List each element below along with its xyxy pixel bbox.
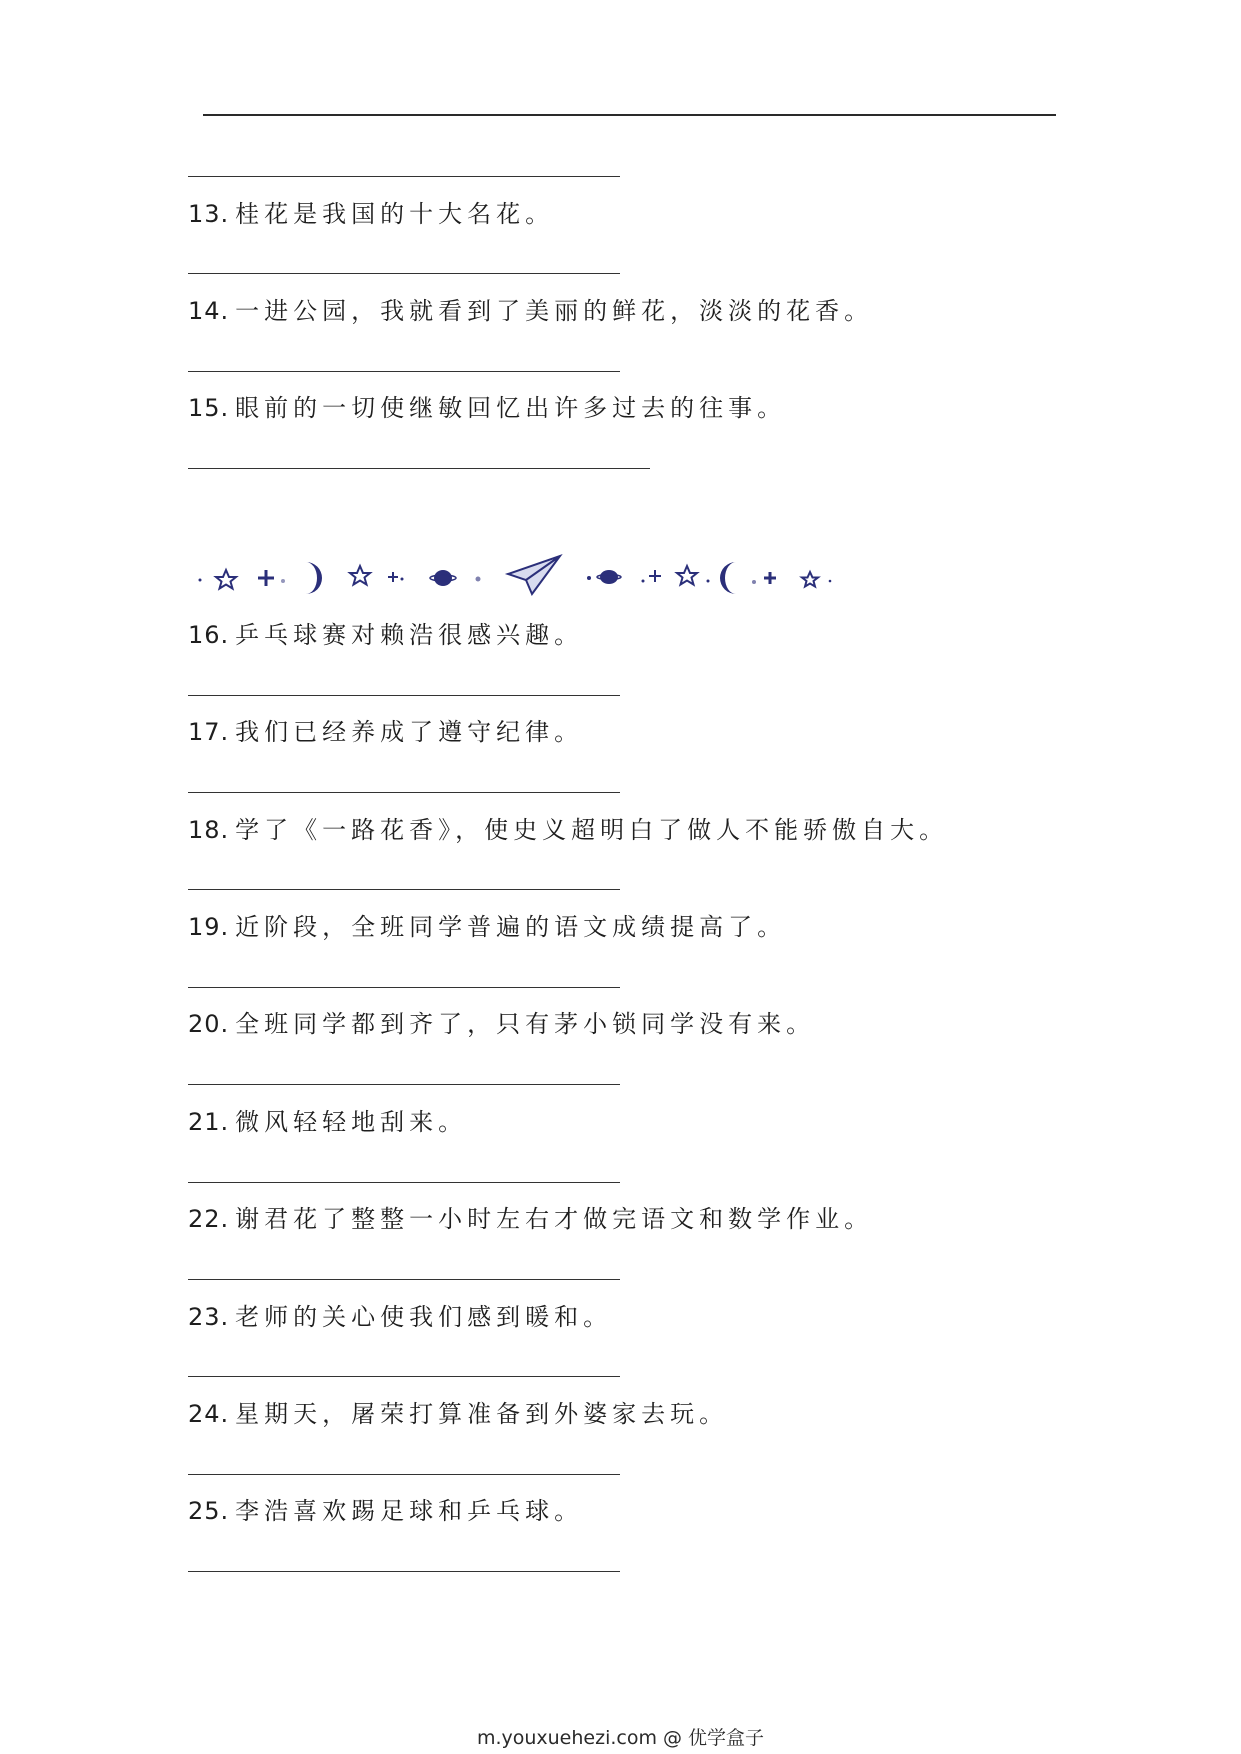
answer-line (188, 1182, 620, 1183)
question-13 (188, 199, 554, 229)
question-text: 老师的关心使我们感到暖和。 (235, 1303, 613, 1331)
question-number: 14. (188, 297, 230, 325)
answer-line (188, 1279, 620, 1280)
moon-icon (720, 562, 736, 594)
question-text: 微风轻轻地刮来。 (235, 1108, 468, 1136)
answer-line (188, 176, 620, 177)
sparkle-icon (649, 570, 661, 582)
question-text: 谢君花了整整一小时左右才做完语文和数学作业。 (235, 1205, 874, 1233)
star-icon (802, 572, 818, 587)
question-number: 21. (188, 1108, 230, 1136)
top-rule (203, 114, 1056, 116)
planet-icon (600, 570, 618, 584)
question-19 (188, 912, 786, 942)
answer-line (188, 889, 620, 890)
answer-line (188, 1474, 620, 1475)
question-text: 眼前的一切使继敏回忆出许多过去的往事。 (235, 394, 787, 422)
question-number: 24. (188, 1400, 230, 1428)
answer-line (188, 1084, 620, 1085)
question-20 (188, 1009, 815, 1039)
question-number: 23. (188, 1303, 230, 1331)
question-text: 李浩喜欢踢足球和乒乓球。 (235, 1497, 584, 1525)
question-number: 19. (188, 913, 230, 941)
question-number: 25. (188, 1497, 230, 1525)
answer-line (188, 1571, 620, 1572)
decorative-divider (188, 548, 878, 604)
question-text: 星期天，屠荣打算准备到外婆家去玩。 (235, 1400, 729, 1428)
dot-icon (199, 579, 202, 582)
question-24 (188, 1399, 728, 1429)
question-15 (188, 393, 786, 423)
question-23 (188, 1302, 612, 1332)
question-text: 一进公园，我就看到了美丽的鲜花，淡淡的花香。 (235, 297, 874, 325)
paper-plane-icon (508, 556, 560, 594)
question-18 (188, 815, 948, 845)
question-number: 17. (188, 718, 230, 746)
sparkle-icon (388, 572, 398, 582)
question-25 (188, 1496, 583, 1526)
question-text: 近阶段，全班同学普遍的语文成绩提高了。 (235, 913, 787, 941)
star-icon (216, 570, 236, 589)
question-number: 13. (188, 200, 230, 228)
question-text: 桂花是我国的十大名花。 (235, 200, 555, 228)
question-17 (188, 717, 583, 747)
star-icon (350, 566, 370, 585)
star-icon (677, 566, 697, 585)
sparkle-icon (764, 572, 776, 584)
question-number: 18. (188, 816, 230, 844)
answer-line (188, 695, 620, 696)
answer-line (188, 273, 620, 274)
question-16 (188, 620, 583, 650)
question-text: 乒乓球赛对赖浩很感兴趣。 (235, 621, 584, 649)
planet-icon (434, 570, 452, 586)
question-number: 20. (188, 1010, 230, 1038)
question-number: 16. (188, 621, 230, 649)
footer-watermark: m.youxuehezi.com @ 优学盒子 (476, 1727, 765, 1749)
question-21 (188, 1107, 467, 1137)
question-number: 22. (188, 1205, 230, 1233)
question-text: 学了《一路花香》，使史义超明白了做人不能骄傲自大。 (235, 816, 949, 844)
question-14 (188, 296, 873, 326)
answer-line (188, 792, 620, 793)
question-text: 全班同学都到齐了，只有茅小锁同学没有来。 (235, 1010, 816, 1038)
sparkle-icon (258, 570, 274, 586)
answer-line (188, 468, 650, 469)
question-number: 15. (188, 394, 230, 422)
answer-line (188, 987, 620, 988)
moon-icon (306, 562, 322, 594)
question-text: 我们已经养成了遵守纪律。 (235, 718, 584, 746)
answer-line (188, 1376, 620, 1377)
answer-line (188, 371, 620, 372)
question-22 (188, 1204, 873, 1234)
